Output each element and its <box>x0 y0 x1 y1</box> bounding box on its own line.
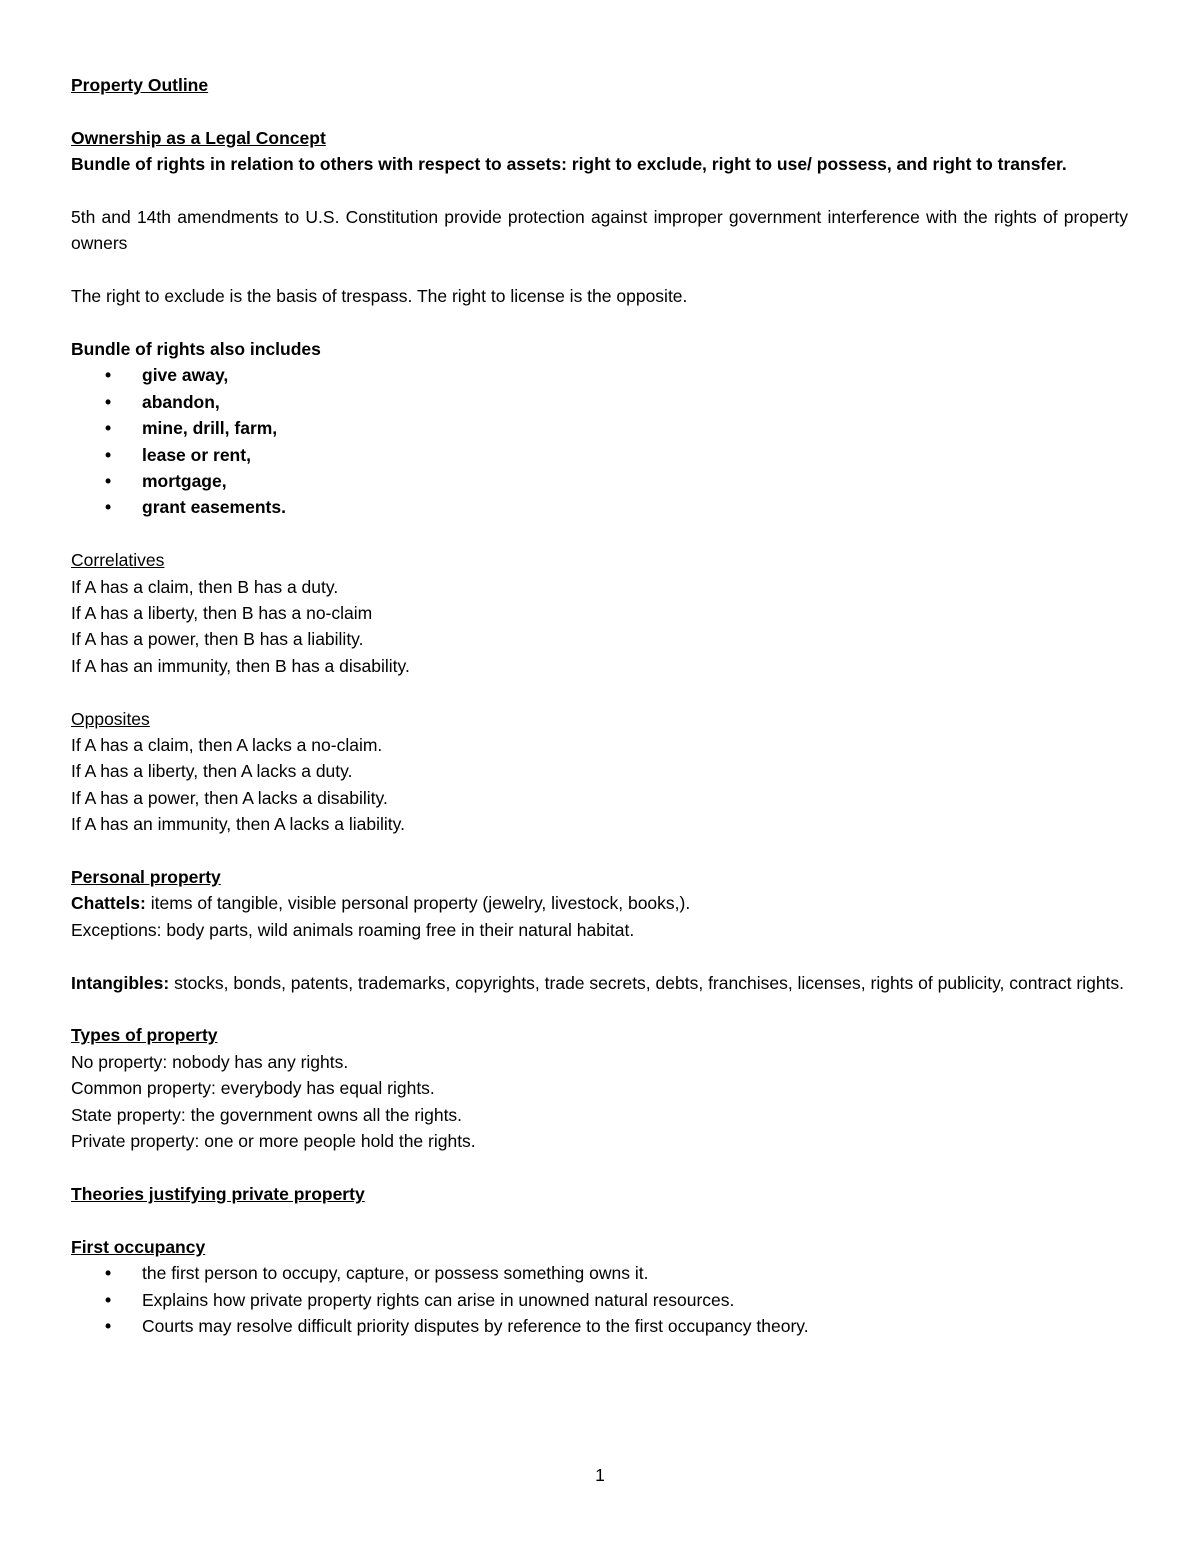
list-item: • mortgage, <box>71 468 1128 494</box>
property-type-line: No property: nobody has any rights. <box>71 1051 349 1072</box>
document-title: Property Outline <box>71 75 209 95</box>
first-occupancy-list <box>71 1260 1128 1339</box>
spacer <box>71 679 1128 705</box>
theories-heading: Theories justifying private property <box>71 1183 365 1204</box>
property-type-line: Private property: one or more people hold the rights. <box>71 1131 476 1152</box>
document-body <box>71 72 1128 1339</box>
correlative-line: If A has an immunity, then B has a disability. <box>71 655 410 676</box>
bundle-also-list <box>71 362 1128 520</box>
spacer <box>71 838 1128 864</box>
list-item: • grant easements. <box>71 494 1128 520</box>
bundle-also-heading: Bundle of rights also includes <box>71 339 321 359</box>
spacer <box>71 178 1128 204</box>
amendments-paragraph: 5th and 14th amendments to U.S. Constitution provide protection against improper government interference with the rights of property owners <box>71 207 1128 254</box>
chattels-label: Chattels: <box>71 893 146 914</box>
spacer <box>71 1207 1128 1233</box>
opposites-heading: Opposites <box>71 708 150 729</box>
correlatives-heading: Correlatives <box>71 550 165 571</box>
spacer <box>71 310 1128 336</box>
list-item: • Courts may resolve difficult priority disputes by reference to the first occupancy theory. <box>71 1313 1128 1339</box>
intangibles-label: Intangibles: <box>71 972 170 993</box>
correlative-line: If A has a power, then B has a liability. <box>71 629 364 650</box>
intangibles-paragraph <box>71 970 1128 996</box>
correlative-line: If A has a liberty, then B has a no-claim <box>71 603 373 624</box>
property-type-line: State property: the government owns all the rights. <box>71 1104 463 1125</box>
types-of-property-heading: Types of property <box>71 1025 218 1046</box>
spacer <box>71 943 1128 969</box>
spacer <box>71 996 1128 1022</box>
intangibles-text: stocks, bonds, patents, trademarks, copyrights, trade secrets, debts, franchises, licenses, rights of publicity, contract rights. <box>169 972 1125 993</box>
property-type-line: Common property: everybody has equal rights. <box>71 1078 435 1099</box>
chattels-paragraph <box>71 890 1128 916</box>
list-item: • lease or rent, <box>71 442 1128 468</box>
spacer <box>71 257 1128 283</box>
opposite-line: If A has a power, then A lacks a disability. <box>71 787 388 808</box>
ownership-heading: Ownership as a Legal Concept <box>71 127 326 148</box>
list-item: • give away, <box>71 362 1128 388</box>
list-item: • mine, drill, farm, <box>71 415 1128 441</box>
exceptions-paragraph: Exceptions: body parts, wild animals roaming free in their natural habitat. <box>71 919 635 940</box>
opposite-line: If A has a claim, then A lacks a no-claim. <box>71 735 383 756</box>
bundle-of-rights-paragraph: Bundle of rights in relation to others with respect to assets: right to exclude, right to use/ possess, and right to transfer. <box>71 154 1067 175</box>
spacer <box>71 1155 1128 1181</box>
spacer <box>71 521 1128 547</box>
opposite-line: If A has a liberty, then A lacks a duty. <box>71 761 353 782</box>
opposite-line: If A has an immunity, then A lacks a liability. <box>71 814 405 835</box>
correlative-line: If A has a claim, then B has a duty. <box>71 576 339 597</box>
list-item: • Explains how private property rights can arise in unowned natural resources. <box>71 1287 1128 1313</box>
list-item: • abandon, <box>71 389 1128 415</box>
right-to-exclude-paragraph: The right to exclude is the basis of trespass. The right to license is the opposite. <box>71 286 688 307</box>
personal-property-heading: Personal property <box>71 867 221 888</box>
list-item: • the first person to occupy, capture, or possess something owns it. <box>71 1260 1128 1286</box>
chattels-text: items of tangible, visible personal property (jewelry, livestock, books,). <box>145 893 691 914</box>
spacer <box>71 98 1128 124</box>
page-number: 1 <box>595 1465 605 1485</box>
first-occupancy-heading: First occupancy <box>71 1236 206 1257</box>
